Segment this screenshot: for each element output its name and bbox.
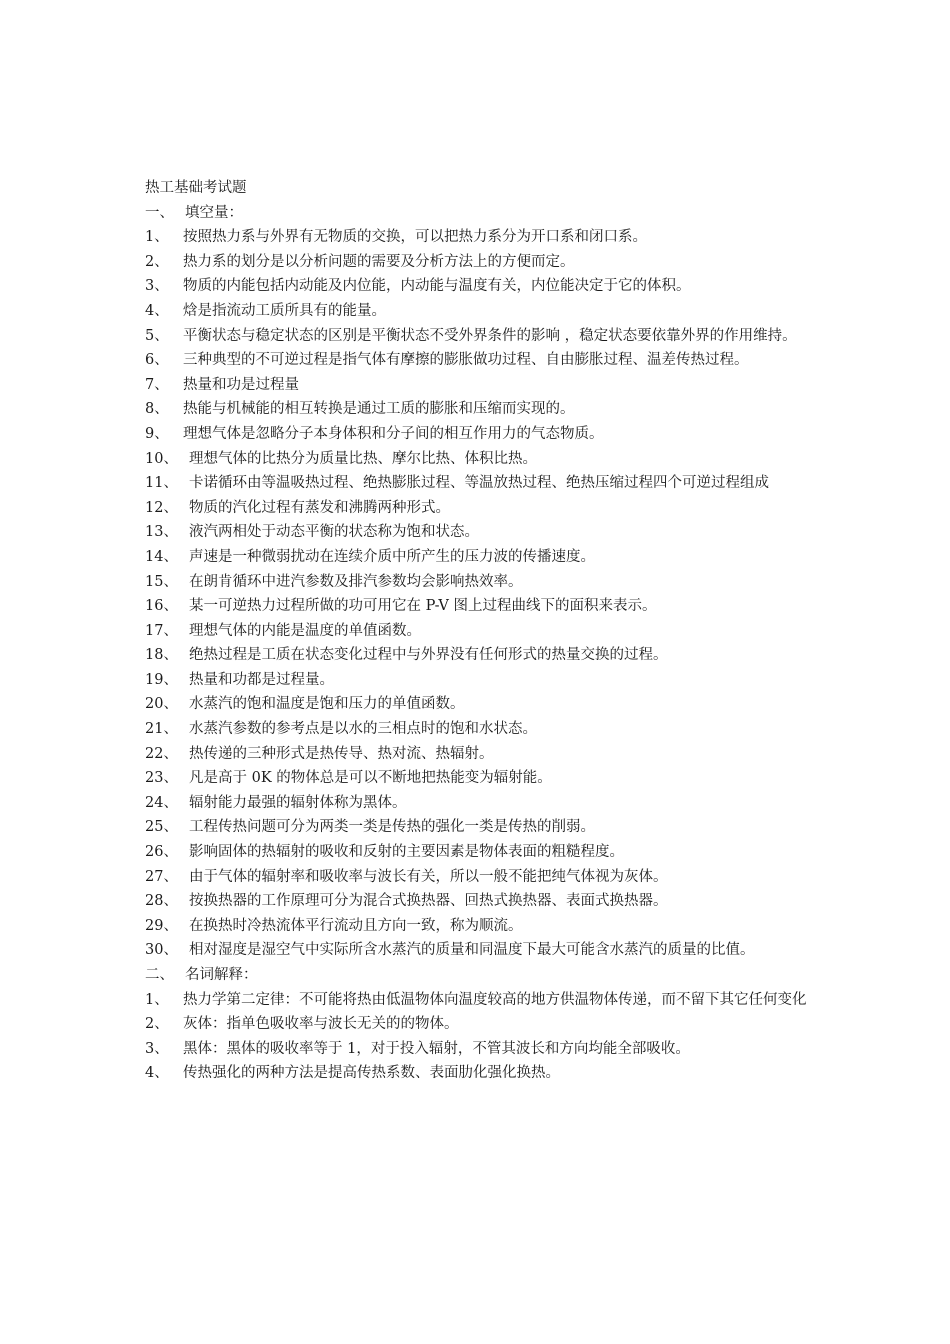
item-text: 相对湿度是湿空气中实际所含水蒸汽的质量和同温度下最大可能含水蒸汽的质量的比值。	[189, 942, 755, 959]
list-item	[145, 840, 810, 865]
list-item	[145, 520, 810, 545]
item-text: 在朗肯循环中进汽参数及排汽参数均会影响热效率。	[189, 573, 523, 590]
list-item	[145, 938, 810, 963]
item-number: 8、	[145, 401, 169, 418]
section-2-list	[145, 988, 810, 1086]
list-item	[145, 225, 810, 250]
section-2-heading	[145, 963, 810, 988]
item-number: 13、	[145, 524, 178, 541]
item-number: 25、	[145, 819, 178, 836]
item-number: 5、	[145, 327, 169, 344]
item-text: 传热强化的两种方法是提高传热系数、表面肋化强化换热。	[183, 1065, 560, 1082]
section-1-title: 填空量：	[185, 204, 243, 221]
item-text: 热力学第二定律：不可能将热由低温物体向温度较高的地方供温物体传递，而不留下其它任何变化	[183, 991, 807, 1008]
item-text: 影响固体的热辐射的吸收和反射的主要因素是物体表面的粗糙程度。	[189, 844, 624, 861]
list-item	[145, 1012, 810, 1037]
item-number: 24、	[145, 794, 178, 811]
item-text: 某一可逆热力过程所做的功可用它在 P-V 图上过程曲线下的面积来表示。	[189, 598, 657, 615]
item-number: 10、	[145, 450, 178, 467]
item-text: 卡诺循环由等温吸热过程、绝热膨胀过程、等温放热过程、绝热压缩过程四个可逆过程组成	[189, 475, 769, 492]
item-number: 2、	[145, 253, 169, 270]
item-number: 28、	[145, 893, 178, 910]
list-item	[145, 397, 810, 422]
item-number: 3、	[145, 1040, 169, 1057]
list-item	[145, 545, 810, 570]
item-number: 2、	[145, 1016, 169, 1033]
list-item	[145, 889, 810, 914]
item-text: 理想气体的内能是温度的单值函数。	[189, 622, 421, 639]
list-item	[145, 299, 810, 324]
section-1-number: 一、	[145, 204, 174, 221]
item-number: 3、	[145, 278, 169, 295]
item-text: 黑体：黑体的吸收率等于 1，对于投入辐射，不管其波长和方向均能全部吸收。	[183, 1040, 690, 1057]
item-number: 21、	[145, 721, 178, 738]
item-number: 11、	[145, 475, 178, 492]
list-item	[145, 815, 810, 840]
item-number: 14、	[145, 548, 178, 565]
item-number: 1、	[145, 229, 169, 246]
item-text: 三种典型的不可逆过程是指气体有摩擦的膨胀做功过程、自由膨胀过程、温差传热过程。	[183, 352, 749, 369]
item-text: 绝热过程是工质在状态变化过程中与外界没有任何形式的热量交换的过程。	[189, 647, 668, 664]
list-item	[145, 373, 810, 398]
item-text: 液汽两相处于动态平衡的状态称为饱和状态。	[189, 524, 479, 541]
section-2-title: 名词解释：	[185, 967, 258, 983]
item-text: 工程传热问题可分为两类一类是传热的强化一类是传热的削弱。	[189, 819, 595, 836]
section-1-list	[145, 225, 810, 963]
item-number: 22、	[145, 745, 178, 762]
item-text: 按换热器的工作原理可分为混合式换热器、回热式换热器、表面式换热器。	[189, 893, 668, 910]
item-number: 4、	[145, 1065, 169, 1082]
list-item	[145, 1061, 810, 1086]
list-item	[145, 348, 810, 373]
item-number: 9、	[145, 425, 169, 442]
item-text: 凡是高于 0K 的物体总是可以不断地把热能变为辐射能。	[189, 770, 552, 787]
section-1-heading	[145, 201, 810, 226]
list-item	[145, 496, 810, 521]
item-text: 物质的内能包括内动能及内位能，内动能与温度有关，内位能决定于它的体积。	[183, 278, 691, 295]
item-number: 30、	[145, 942, 178, 959]
item-number: 16、	[145, 598, 178, 615]
item-number: 4、	[145, 302, 169, 319]
item-text: 由于气体的辐射率和吸收率与波长有关，所以一般不能把纯气体视为灰体。	[189, 868, 668, 885]
item-number: 7、	[145, 376, 169, 393]
list-item	[145, 570, 810, 595]
item-text: 理想气体是忽略分子本身体积和分子间的相互作用力的气态物质。	[183, 425, 604, 442]
item-text: 热量和功是过程量	[183, 376, 299, 393]
item-number: 26、	[145, 844, 178, 861]
item-text: 辐射能力最强的辐射体称为黑体。	[189, 794, 407, 811]
list-item	[145, 619, 810, 644]
item-text: 热力系的划分是以分析问题的需要及分析方法上的方便而定。	[183, 253, 575, 270]
item-text: 热传递的三种形式是热传导、热对流、热辐射。	[189, 745, 494, 762]
item-number: 15、	[145, 573, 178, 590]
item-text: 物质的汽化过程有蒸发和沸腾两种形式。	[189, 499, 450, 516]
item-number: 12、	[145, 499, 178, 516]
list-item	[145, 274, 810, 299]
list-item	[145, 668, 810, 693]
item-text: 声速是一种微弱扰动在连续介质中所产生的压力波的传播速度。	[189, 548, 595, 565]
item-text: 热能与机械能的相互转换是通过工质的膨胀和压缩而实现的。	[183, 401, 575, 418]
item-text: 焓是指流动工质所具有的能量。	[183, 302, 386, 319]
item-text: 在换热时冷热流体平行流动且方向一致，称为顺流。	[189, 917, 523, 934]
item-number: 1、	[145, 991, 169, 1008]
document-body	[145, 176, 810, 1086]
item-text: 灰体：指单色吸收率与波长无关的的物体。	[183, 1016, 459, 1033]
list-item	[145, 324, 810, 349]
list-item	[145, 742, 810, 767]
list-item	[145, 717, 810, 742]
list-item	[145, 447, 810, 472]
list-item	[145, 250, 810, 275]
list-item	[145, 914, 810, 939]
item-text: 水蒸汽的饱和温度是饱和压力的单值函数。	[189, 696, 465, 713]
list-item	[145, 422, 810, 447]
document-title: 热工基础考试题	[145, 180, 247, 196]
section-2-number: 二、	[145, 967, 174, 983]
item-number: 6、	[145, 352, 169, 369]
list-item	[145, 865, 810, 890]
item-number: 19、	[145, 671, 178, 688]
item-number: 17、	[145, 622, 178, 639]
list-item	[145, 692, 810, 717]
item-number: 23、	[145, 770, 178, 787]
list-item	[145, 1037, 810, 1062]
item-text: 水蒸汽参数的参考点是以水的三相点时的饱和水状态。	[189, 721, 537, 738]
item-text: 按照热力系与外界有无物质的交换，可以把热力系分为开口系和闭口系。	[183, 229, 647, 246]
item-number: 27、	[145, 868, 178, 885]
item-text: 平衡状态与稳定状态的区别是平衡状态不受外界条件的影响 ，稳定状态要依靠外界的作用维持。	[183, 327, 797, 344]
item-number: 29、	[145, 917, 178, 934]
list-item	[145, 791, 810, 816]
list-item	[145, 988, 810, 1013]
item-text: 理想气体的比热分为质量比热、摩尔比热、体积比热。	[189, 450, 537, 467]
item-number: 18、	[145, 647, 178, 664]
item-text: 热量和功都是过程量。	[189, 671, 334, 688]
list-item	[145, 643, 810, 668]
list-item	[145, 594, 810, 619]
list-item	[145, 471, 810, 496]
item-number: 20、	[145, 696, 178, 713]
list-item	[145, 766, 810, 791]
